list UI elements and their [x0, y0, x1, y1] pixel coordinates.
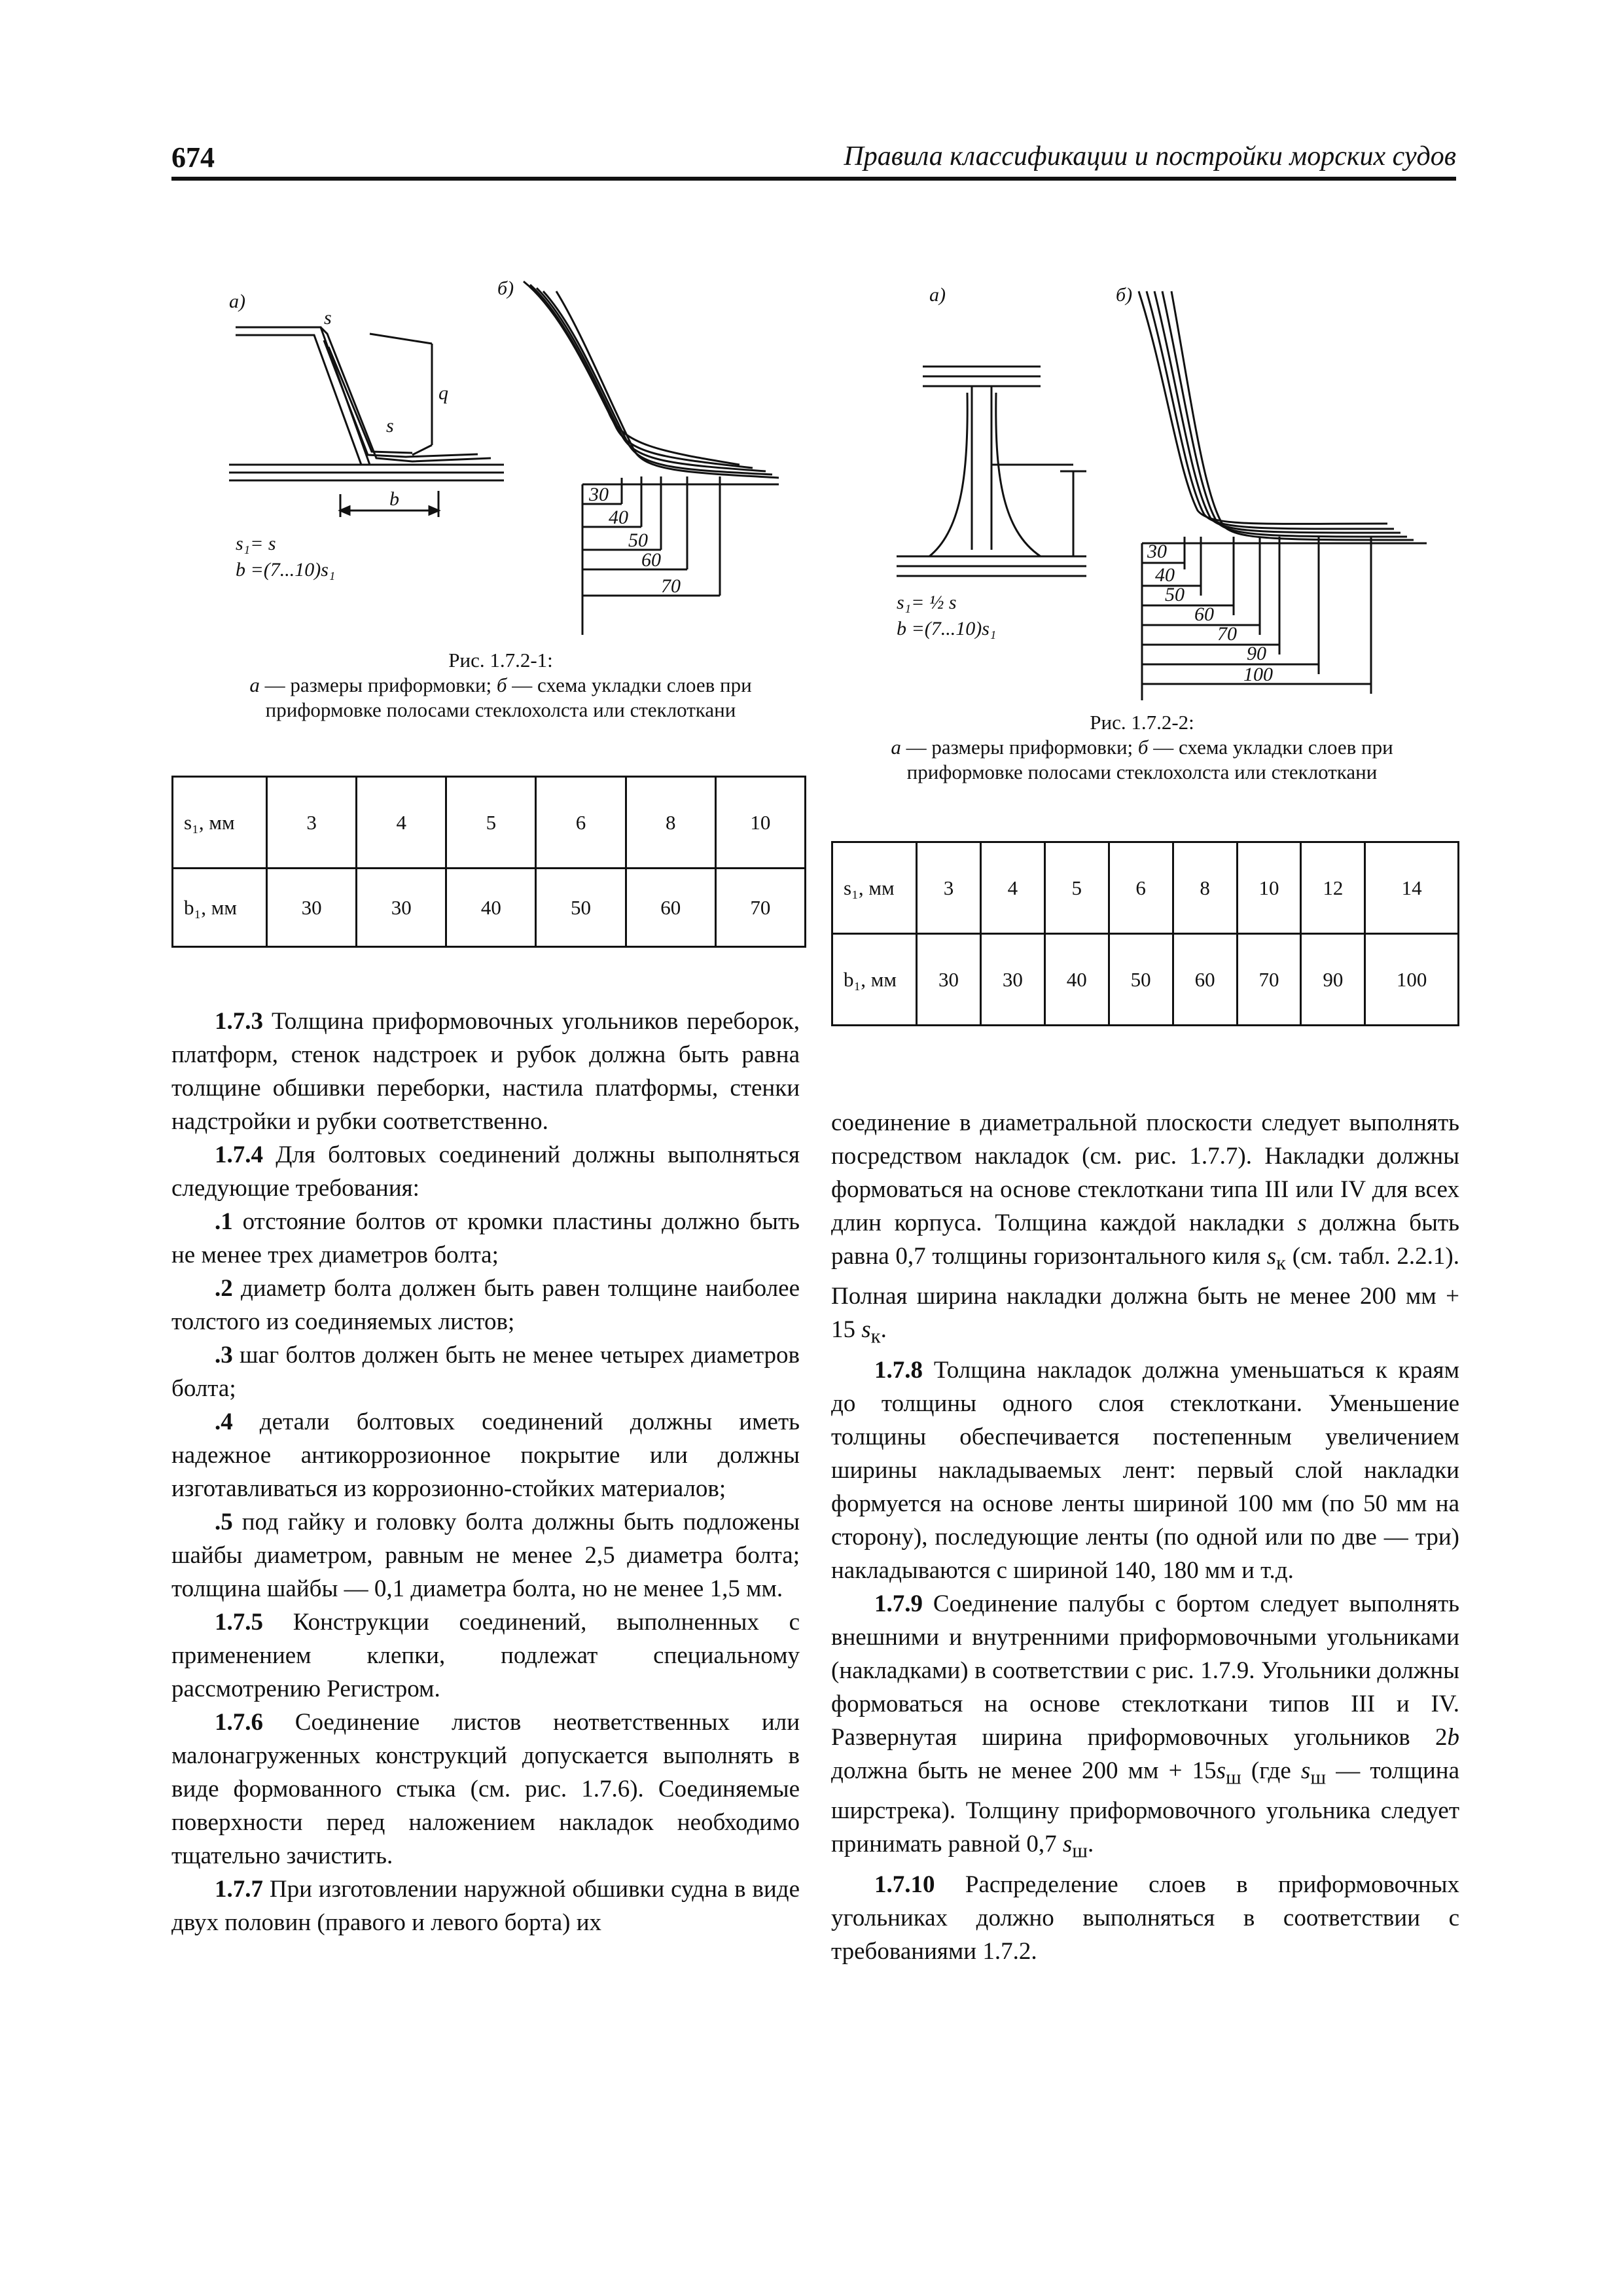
table-2-cell: 30	[917, 934, 981, 1026]
section-number: 1.7.10	[874, 1871, 935, 1898]
paragraph-text: Для болтовых соединений должны выполняться следующие требования:	[171, 1141, 800, 1202]
table-1-cell: 8	[626, 777, 715, 869]
table-1-cell: 5	[446, 777, 536, 869]
paragraph-text: под гайку и головку болта должны быть подложены шайбы диаметром, равным не менее 2,5 диаметра болта; толщина шайбы — 0,1 диаметра болта, но не менее 1,5 мм.	[171, 1509, 800, 1602]
fig1-dim-70: 70	[661, 575, 681, 597]
fig1-label-q: q	[438, 382, 448, 404]
table-1-cell: 70	[715, 869, 805, 947]
fig2-dim-90: 90	[1247, 643, 1266, 664]
table-1-cell: 40	[446, 869, 536, 947]
paragraph-1-7-9: 1.7.9 Соединение палубы с бортом следует выполнять внешними и внутренними приформовочными угольниками (накладками) в соответствии с рис. 1.7.9. Угольники должны формоваться на основе стеклоткани типов III и IV. Развернутая ширина приформовочных угольников 2b должна быть не менее 200 мм + $15s_ш$ (где $s_ш$ — толщина ширстрека). Толщину приформовочного угольника следует принимать равной 0,7 $s_ш$.	[831, 1590, 1459, 1862]
paragraph-1-7-5	[171, 1605, 800, 1706]
fig1-dim-50: 50	[628, 529, 648, 551]
section-number: 1.7.8	[874, 1356, 923, 1384]
table-2-cell: 10	[1237, 842, 1301, 934]
figure-1-caption-a: а	[249, 673, 260, 696]
figure-2-caption	[880, 710, 1404, 785]
fig1-label-b: b	[389, 488, 399, 510]
figure-1-caption-b-text: — схема укладки слоев при приформовке полосами стеклохолста или стеклоткани	[265, 673, 752, 721]
paragraph-1-7-8	[831, 1354, 1459, 1587]
figure-1-caption	[242, 648, 759, 723]
item-number: .2	[215, 1275, 233, 1302]
paragraph-1-7-7	[171, 1873, 800, 1939]
paragraph-text: Соединение листов неответственных или малонагруженных конструкций допускается выполнять в виде формованного стыка (см. рис. 1.7.6). Соединяемые поверхности перед наложением накладок необходимо тщательно зачистить.	[171, 1709, 800, 1869]
fig1-dim-30: 30	[589, 484, 609, 505]
header-rule	[171, 177, 1456, 181]
table-1-cell: 30	[267, 869, 357, 947]
fig2-dim-40: 40	[1155, 564, 1175, 586]
figure-1-drawing	[216, 268, 805, 635]
item-number: .1	[215, 1208, 233, 1235]
fig2-formula-1: s₁= ½ s	[897, 592, 957, 613]
table-1-cell: 6	[536, 777, 626, 869]
table-2-cell: 3	[917, 842, 981, 934]
table-2-cell: 8	[1173, 842, 1237, 934]
table-1-row-label: b₁, мм	[173, 869, 267, 947]
table-1-cell: 3	[267, 777, 357, 869]
table-2-cell: 14	[1365, 842, 1459, 934]
item-number: .3	[215, 1342, 233, 1369]
table-1-row-s1	[173, 777, 806, 869]
paragraph-text: При изготовлении наружной обшивки судна в виде двух половин (правого и левого борта) их	[171, 1876, 800, 1936]
section-number: 1.7.7	[215, 1876, 263, 1903]
paragraph-text: Толщина накладок должна уменьшаться к краям до толщины одного слоя стеклоткани. Уменьшение толщины обеспечивается постепенным увеличением ширины накладываемых лент: первый слой накладки формуется на основе ленты шириной 100 мм (по 50 мм на сторону), последующие ленты (по одной или по две — три) накладываются с шириной 140, 180 мм и т.д.	[831, 1356, 1459, 1584]
fig2-dim-100: 100	[1243, 664, 1273, 685]
paragraph-1-7-10	[831, 1868, 1459, 1968]
table-1-cell: 10	[715, 777, 805, 869]
figure-2-drawing	[890, 275, 1453, 700]
section-number: 1.7.9	[874, 1590, 923, 1617]
right-text-column	[831, 1106, 1459, 1968]
running-title: Правила классификации и постройки морских судов	[844, 141, 1456, 171]
section-number: 1.7.4	[215, 1141, 263, 1168]
figure-2-caption-a-text: — размеры приформовки;	[901, 736, 1138, 759]
fig2-panel-a-label: а)	[929, 284, 946, 306]
section-number: 1.7.3	[215, 1008, 263, 1035]
fig1-label-s: s	[324, 307, 332, 329]
figure-1	[216, 268, 805, 635]
table-2-cell: 70	[1237, 934, 1301, 1026]
paragraph-1-7-4	[171, 1138, 800, 1205]
table-2-cell: 30	[980, 934, 1044, 1026]
table-1-cell: 4	[357, 777, 446, 869]
page-number: 674	[171, 141, 215, 173]
table-2-row-label: s₁, мм	[832, 842, 917, 934]
fig2-formula-2: b =(7...10)s₁	[897, 618, 997, 639]
left-text-column	[171, 1005, 800, 1939]
figure-1-caption-a-text: — размеры приформовки;	[259, 673, 497, 696]
table-1-row-label: s₁, мм	[173, 777, 267, 869]
fig1-formula-1: s₁= s	[236, 533, 276, 554]
fig1-formula-2: b =(7...10)s₁	[236, 559, 336, 581]
fig2-panel-b-label: б)	[1116, 284, 1133, 306]
figure-2-caption-title: Рис. 1.7.2-2:	[1090, 711, 1194, 734]
paragraph-text: Распределение слоев в приформовочных угольниках должно выполняться в соответствии с требованиями 1.7.2.	[831, 1871, 1459, 1965]
figure-1-caption-b: б	[496, 673, 507, 696]
item-number: .5	[215, 1509, 233, 1535]
fig1-panel-b-label: б)	[497, 278, 514, 299]
fig2-dim-30: 30	[1147, 541, 1167, 562]
figure-2-caption-a: а	[891, 736, 901, 759]
paragraph-text: отстояние болтов от кромки пластины должно быть не менее трех диаметров болта;	[171, 1208, 800, 1268]
table-2-row-s1	[832, 842, 1459, 934]
list-item-2	[171, 1272, 800, 1338]
figure-2	[890, 275, 1453, 700]
figure-2-caption-b: б	[1137, 736, 1149, 759]
table-2-cell: 12	[1301, 842, 1365, 934]
table-1	[171, 776, 806, 948]
fig1-dim-60: 60	[641, 549, 661, 571]
item-number: .4	[215, 1408, 233, 1435]
table-1-cell: 30	[357, 869, 446, 947]
table-2-row-label: b₁, мм	[832, 934, 917, 1026]
table-2-cell: 40	[1044, 934, 1109, 1026]
table-2-cell: 100	[1365, 934, 1459, 1026]
table-2-row-b1	[832, 934, 1459, 1026]
paragraph-text: Конструкции соединений, выполненных с применением клепки, подлежат специальному рассмотрению Регистром.	[171, 1609, 800, 1702]
list-item-5	[171, 1505, 800, 1605]
fig2-dim-50: 50	[1165, 584, 1185, 605]
fig2-dim-60: 60	[1194, 603, 1214, 625]
paragraph-text: диаметр болта должен быть равен толщине наиболее толстого из соединяемых листов;	[171, 1275, 800, 1335]
list-item-3	[171, 1338, 800, 1405]
paragraph-1-7-6	[171, 1706, 800, 1873]
table-2-cell: 4	[980, 842, 1044, 934]
table-1-cell: 50	[536, 869, 626, 947]
paragraph-text: шаг болтов должен быть не менее четырех диаметров болта;	[171, 1342, 800, 1402]
list-item-1	[171, 1205, 800, 1272]
table-2	[831, 841, 1459, 1026]
paragraph-1-7-3	[171, 1005, 800, 1138]
paragraph-text: детали болтовых соединений должны иметь надежное антикоррозионное покрытие или должны изготавливаться из коррозионно-стойких материалов;	[171, 1408, 800, 1502]
fig1-label-s1: s	[386, 415, 394, 437]
table-2-cell: 5	[1044, 842, 1109, 934]
fig1-panel-a-label: а)	[229, 291, 245, 312]
table-2-cell: 6	[1109, 842, 1173, 934]
figure-2-caption-b-text: — схема укладки слоев при приформовке полосами стеклохолста или стеклоткани	[906, 736, 1393, 783]
fig2-dim-70: 70	[1217, 623, 1237, 645]
fig1-dim-40: 40	[609, 507, 628, 528]
paragraph-1-7-7-continued: соединение в диаметральной плоскости следует выполнять посредством накладок (см. рис. 1.7.7). Накладки должны формоваться на основе стеклоткани типа III или IV для всех длин корпуса. Толщина каждой накладки s должна быть равна 0,7 толщины горизонтального киля $s_к$ (см. табл. 2.2.1). Полная ширина накладки должна быть не менее 200 мм + 15 $s_к$.	[831, 1109, 1459, 1348]
table-2-cell: 90	[1301, 934, 1365, 1026]
table-2-cell: 60	[1173, 934, 1237, 1026]
list-item-4	[171, 1405, 800, 1505]
section-number: 1.7.5	[215, 1609, 263, 1636]
section-number: 1.7.6	[215, 1709, 263, 1736]
table-2-cell: 50	[1109, 934, 1173, 1026]
figure-1-caption-title: Рис. 1.7.2-1:	[448, 649, 553, 672]
table-1-cell: 60	[626, 869, 715, 947]
table-1-row-b1	[173, 869, 806, 947]
paragraph-text: Толщина приформовочных угольников переборок, платформ, стенок надстроек и рубок должна быть равна толщине обшивки переборки, настила платформы, стенки надстройки и рубки соответственно.	[171, 1008, 800, 1135]
